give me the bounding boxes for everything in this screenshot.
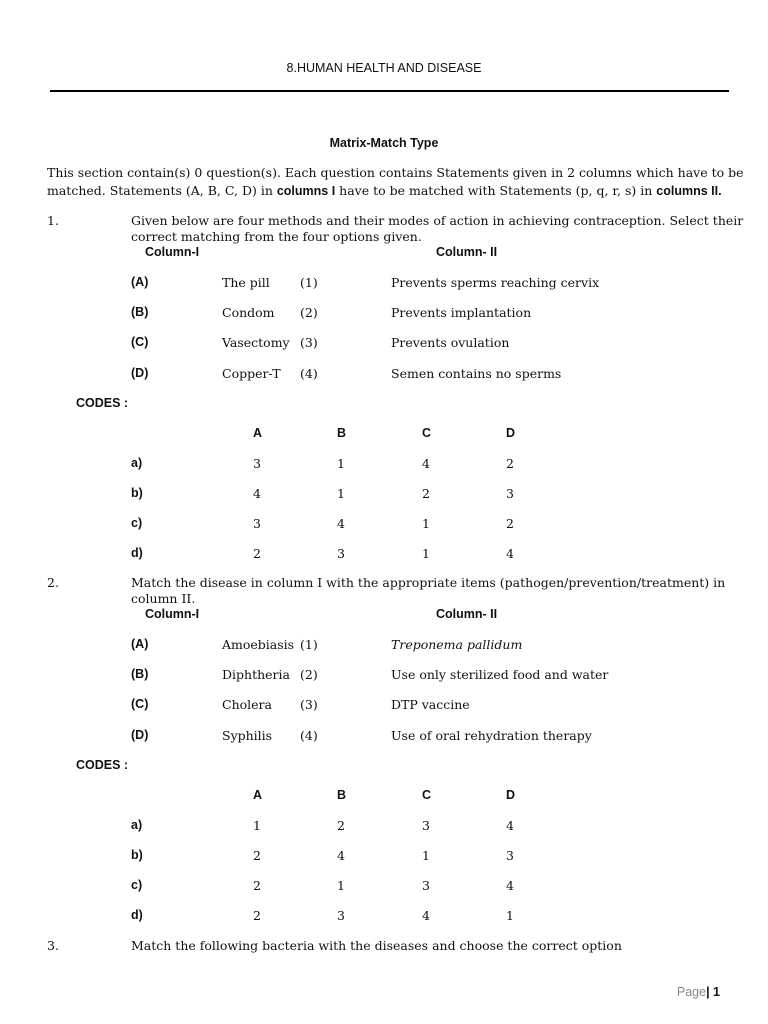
question-text-line-2: column II. — [131, 591, 196, 606]
row-term: Vasectomy — [222, 335, 290, 350]
code-value: 3 — [337, 546, 345, 561]
page-header-title: 8.HUMAN HEALTH AND DISEASE — [286, 61, 482, 75]
row-term: Syphilis — [222, 728, 273, 743]
code-header-c: C — [422, 788, 432, 802]
code-value: 4 — [506, 546, 514, 561]
row-index: (3) — [300, 697, 318, 712]
code-header-a: A — [253, 426, 263, 440]
column-ii-header: Column- II — [436, 607, 498, 621]
column-i-header: Column-I — [145, 245, 200, 259]
column-i-header: Column-I — [145, 607, 200, 621]
page-footer — [677, 985, 720, 999]
row-desc: DTP vaccine — [391, 697, 470, 712]
row-index: (2) — [300, 667, 318, 682]
code-value: 4 — [253, 486, 261, 501]
codes-label: CODES : — [76, 758, 129, 772]
row-term: Diphtheria — [222, 667, 290, 682]
row-label: (D) — [131, 728, 149, 742]
code-value: 2 — [506, 516, 514, 531]
code-value: 2 — [506, 456, 514, 471]
code-value: 2 — [422, 486, 430, 501]
question-number: 1. — [47, 213, 59, 228]
code-value: 3 — [253, 456, 261, 471]
code-value: 2 — [253, 848, 261, 863]
row-desc: Semen contains no sperms — [391, 366, 562, 381]
code-value: 1 — [506, 908, 514, 923]
header-rule — [50, 90, 729, 92]
code-header-b: B — [337, 788, 347, 802]
code-value: 4 — [506, 818, 514, 833]
row-index: (4) — [300, 366, 318, 381]
code-value: 2 — [253, 908, 261, 923]
question-number: 2. — [47, 575, 59, 590]
code-option: c) — [131, 878, 143, 892]
row-desc: Treponema pallidum — [391, 637, 523, 652]
code-header-b: B — [337, 426, 347, 440]
code-header-d: D — [506, 788, 516, 802]
code-header-a: A — [253, 788, 263, 802]
question-number: 3. — [47, 938, 59, 953]
code-value: 4 — [337, 516, 345, 531]
code-option: b) — [131, 486, 143, 500]
code-option: a) — [131, 456, 143, 470]
row-label: (B) — [131, 305, 149, 319]
code-option: a) — [131, 818, 143, 832]
question-text-line-1: Match the following bacteria with the diseases and choose the correct option — [131, 938, 622, 953]
code-value: 1 — [337, 456, 345, 471]
code-value: 4 — [422, 908, 430, 923]
code-header-c: C — [422, 426, 432, 440]
intro-text-a: matched. Statements (A, B, C, D) in — [47, 183, 277, 198]
intro-text-c: have to be matched with Statements (p, q, r, s) in — [335, 183, 657, 198]
page-number: 1 — [713, 985, 720, 999]
intro-columns-ii: columns II. — [656, 184, 722, 198]
code-option: c) — [131, 516, 143, 530]
code-value: 4 — [422, 456, 430, 471]
row-desc: Prevents sperms reaching cervix — [391, 275, 600, 290]
code-value: 3 — [506, 848, 514, 863]
row-desc: Use of oral rehydration therapy — [391, 728, 592, 743]
row-label: (D) — [131, 366, 149, 380]
row-label: (A) — [131, 637, 149, 651]
codes-label: CODES : — [76, 396, 129, 410]
code-option: b) — [131, 848, 143, 862]
code-value: 3 — [253, 516, 261, 531]
intro-columns-i: columns I — [276, 184, 336, 198]
question-text-line-2: correct matching from the four options given. — [131, 229, 422, 244]
code-value: 1 — [337, 486, 345, 501]
page-word: Page — [676, 985, 707, 999]
code-value: 3 — [337, 908, 345, 923]
code-value: 3 — [422, 818, 430, 833]
code-value: 1 — [422, 516, 430, 531]
row-term: Copper-T — [222, 366, 281, 381]
row-term: Amoebiasis — [222, 637, 295, 652]
code-value: 3 — [422, 878, 430, 893]
row-term: Cholera — [222, 697, 272, 712]
row-index: (2) — [300, 305, 318, 320]
code-value: 2 — [337, 818, 345, 833]
code-value: 2 — [253, 878, 261, 893]
question-text-line-1: Match the disease in column I with the appropriate items (pathogen/prevention/treatment) in — [131, 575, 726, 590]
code-value: 2 — [253, 546, 261, 561]
code-value: 4 — [506, 878, 514, 893]
row-desc: Prevents ovulation — [391, 335, 510, 350]
row-index: (1) — [300, 275, 318, 290]
intro-line-1: This section contain(s) 0 question(s). Each question contains Statements given in 2 columns which have to be — [47, 165, 744, 180]
code-value: 3 — [506, 486, 514, 501]
row-label: (C) — [131, 697, 149, 711]
row-desc: Use only sterilized food and water — [391, 667, 609, 682]
code-value: 4 — [337, 848, 345, 863]
row-term: Condom — [222, 305, 275, 320]
row-index: (4) — [300, 728, 318, 743]
code-value: 1 — [422, 848, 430, 863]
code-value: 1 — [253, 818, 261, 833]
code-value: 1 — [337, 878, 345, 893]
row-index: (1) — [300, 637, 318, 652]
page-separator: | — [706, 985, 710, 999]
row-label: (C) — [131, 335, 149, 349]
row-desc: Prevents implantation — [391, 305, 532, 320]
row-label: (A) — [131, 275, 149, 289]
section-title: Matrix-Match Type — [329, 136, 439, 150]
code-option: d) — [131, 546, 143, 560]
question-text-line-1: Given below are four methods and their modes of action in achieving contraception. Select their — [131, 213, 744, 228]
row-label: (B) — [131, 667, 149, 681]
code-option: d) — [131, 908, 143, 922]
row-term: The pill — [222, 275, 270, 290]
intro-line-2 — [47, 183, 722, 198]
code-value: 1 — [422, 546, 430, 561]
column-ii-header: Column- II — [436, 245, 498, 259]
row-index: (3) — [300, 335, 318, 350]
code-header-d: D — [506, 426, 516, 440]
